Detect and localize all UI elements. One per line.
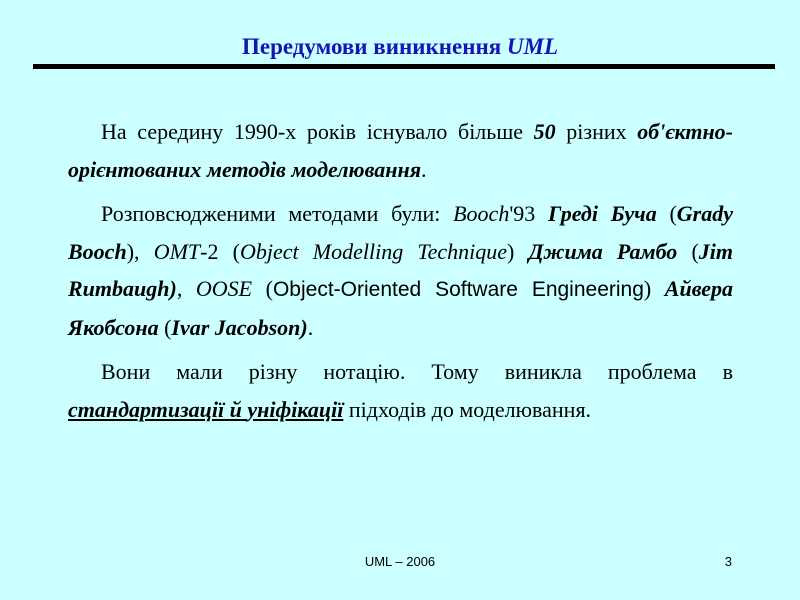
method-omt: OMT xyxy=(153,238,201,264)
method-omt-full: Object Modelling Technique xyxy=(239,238,507,264)
author-booch-ua: Греді Буча xyxy=(548,201,657,226)
text-span: '93 xyxy=(509,201,549,226)
text-span: ( xyxy=(656,201,677,226)
slide-title xyxy=(0,33,800,61)
count-50: 50 xyxy=(533,119,556,144)
method-booch: Booch xyxy=(453,201,510,226)
title-main: Передумови виникнення xyxy=(241,34,502,59)
text-span: , xyxy=(176,276,196,301)
page-number: 3 xyxy=(724,554,732,569)
text-span: ( xyxy=(158,314,172,340)
emphasis-methods: об'єктно-орієнтованих методів моделювання xyxy=(68,119,733,182)
slide-body xyxy=(68,113,733,435)
method-oose: OOSE xyxy=(195,276,253,301)
paragraph-2 xyxy=(68,195,733,346)
emphasis-and: й xyxy=(229,396,242,422)
method-oose-full: Object-Oriented Software Engineering xyxy=(272,278,644,301)
author-rumbaugh-ua: Джима Рамбо xyxy=(528,238,678,264)
paragraph-1 xyxy=(68,113,733,188)
footer-text: UML – 2006 xyxy=(364,554,436,569)
text-span: ) xyxy=(506,238,529,264)
text-span: підходів до моделювання. xyxy=(343,396,592,422)
emphasis-unification: уніфікації xyxy=(247,396,344,422)
text-span: ) xyxy=(643,276,665,301)
title-uml: UML xyxy=(506,34,559,59)
author-rumbaugh-en: Jim Rumbaugh) xyxy=(68,238,734,301)
text-span: . xyxy=(307,314,314,340)
text-span: ), xyxy=(126,238,154,264)
text-span: . xyxy=(421,156,427,182)
text-span: ( xyxy=(677,238,699,264)
text-span: Вони мали різну нотацію. Тому виникла проблема в xyxy=(101,359,733,384)
text-span: На середину 1990-х років існувало більше xyxy=(101,119,534,144)
author-jacobson-en: Ivar Jacobson) xyxy=(171,314,308,340)
text-span: ( xyxy=(252,276,273,301)
author-booch-en: Grady Booch xyxy=(68,201,734,264)
title-underline xyxy=(33,64,775,69)
paragraph-3 xyxy=(68,353,733,428)
text-span: різних xyxy=(555,119,638,144)
text-span: -2 ( xyxy=(200,238,240,264)
emphasis-standardization: стандартизації xyxy=(68,396,225,422)
author-jacobson-ua: Айвера Якобсона xyxy=(68,276,734,340)
text-span: Розповсюдженими методами були: xyxy=(101,201,454,226)
